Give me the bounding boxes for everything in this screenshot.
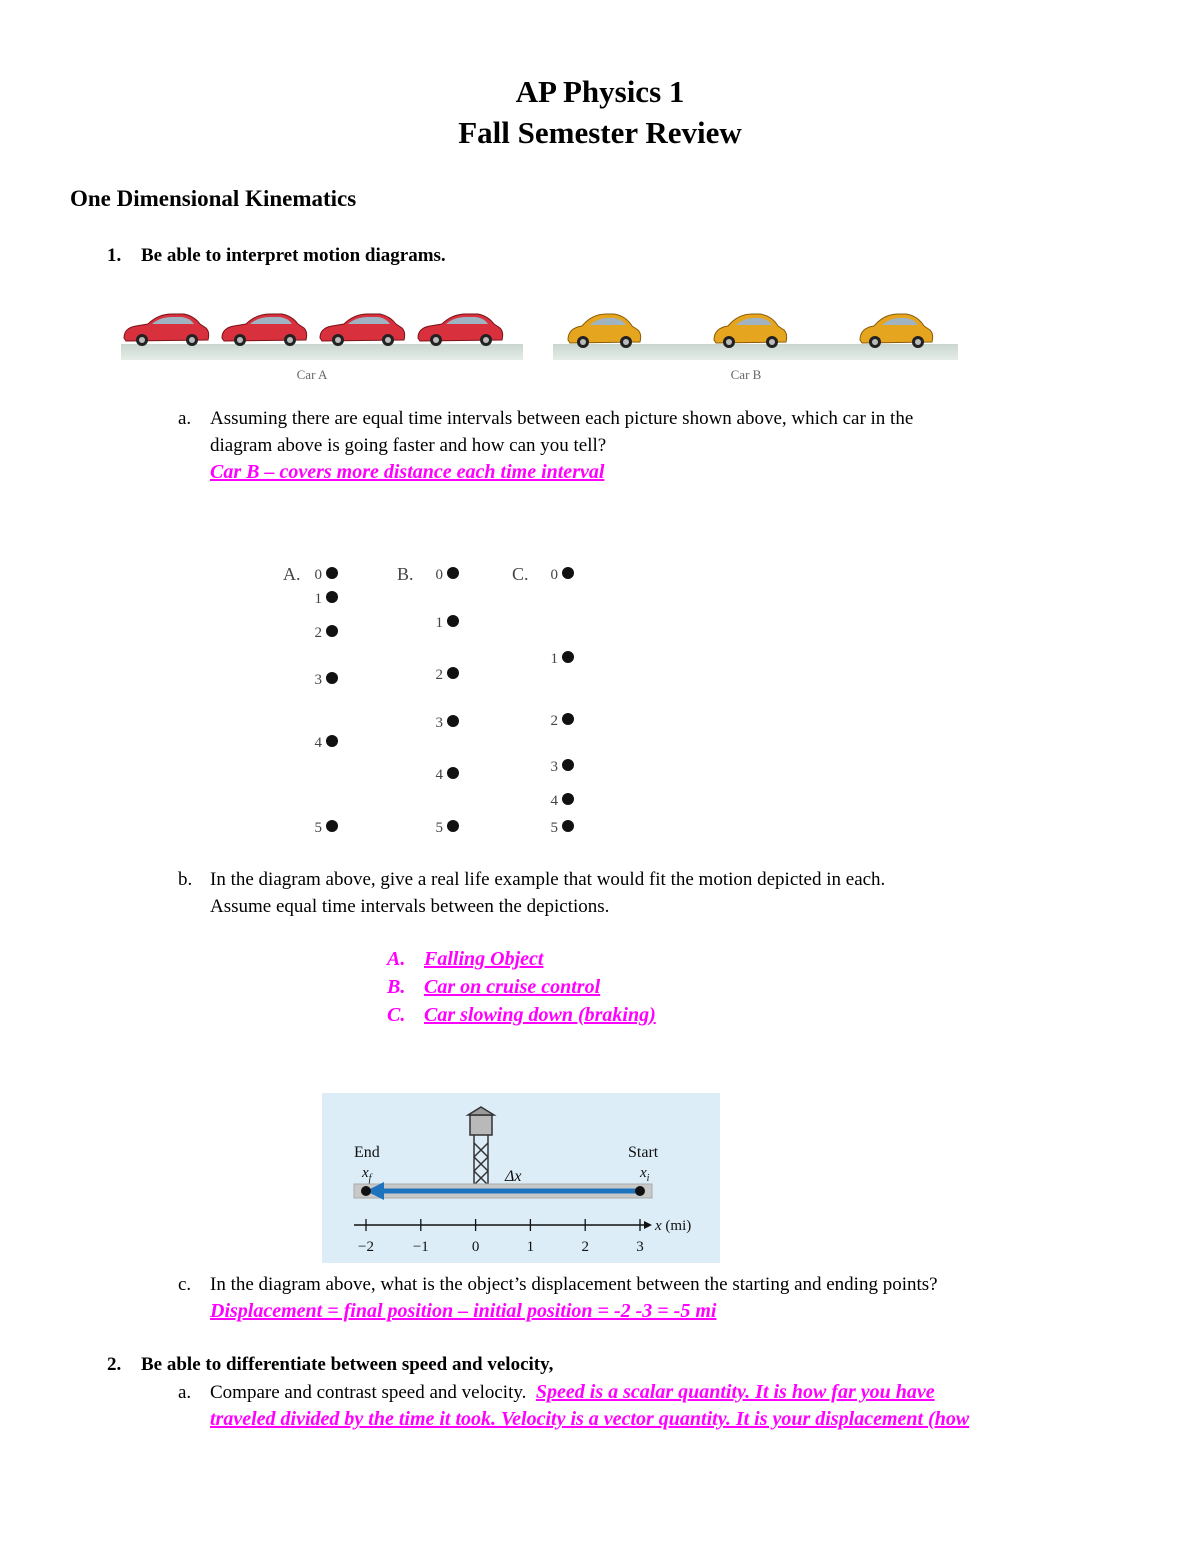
position-dot (326, 591, 338, 603)
cars-motion-diagram (118, 300, 963, 390)
delta-x-label: Δx (505, 1168, 522, 1185)
position-dot (447, 615, 459, 627)
q1b-line1: In the diagram above, give a real life example that would fit the motion depicted in each. (210, 869, 886, 890)
position-dot (326, 625, 338, 637)
question-text: Be able to interpret motion diagrams. (141, 245, 446, 266)
q1a (178, 405, 913, 486)
q2a (178, 1379, 969, 1433)
page-title: AP Physics 1 (515, 74, 685, 109)
section-heading: One Dimensional Kinematics (70, 186, 357, 211)
axis-tick-label: 2 (581, 1239, 589, 1255)
q1a-answer: Car B – covers more distance each time interval (210, 461, 605, 483)
dot-label: 1 (435, 615, 443, 631)
start-label: Start (628, 1144, 659, 1161)
position-dot (562, 793, 574, 805)
sub-letter: a. (178, 1382, 192, 1403)
position-dot (447, 715, 459, 727)
answer-item-b: B. Car on cruise control (387, 976, 601, 998)
dot-label: 2 (550, 713, 558, 729)
dot-label: 3 (550, 759, 558, 775)
q1c (178, 1271, 938, 1325)
position-dot (447, 567, 459, 579)
dot-label: 3 (314, 672, 322, 688)
position-dot (326, 567, 338, 579)
end-label: End (354, 1144, 380, 1161)
car-a-label: Car A (296, 367, 328, 382)
dot-label: 0 (314, 567, 322, 583)
sub-letter: c. (178, 1274, 192, 1295)
road-b (553, 344, 958, 360)
position-dot (326, 672, 338, 684)
position-dot (326, 735, 338, 747)
dot-motion-diagrams (275, 555, 595, 845)
dot-label: 3 (435, 715, 443, 731)
column-a-label: A. (283, 564, 301, 584)
dot-label: 4 (314, 735, 322, 751)
dot-label: 5 (435, 820, 443, 836)
dot-label: 5 (550, 820, 558, 836)
car-b-1 (568, 314, 641, 348)
position-dot (447, 767, 459, 779)
q1a-line2: diagram above is going faster and how can you tell? (210, 435, 607, 456)
position-dot (562, 820, 574, 832)
axis-label: x (mi) (655, 1218, 692, 1234)
question-2 (107, 1354, 553, 1376)
dot-label: 5 (314, 820, 322, 836)
q1b (178, 866, 885, 920)
start-point (635, 1186, 645, 1196)
question-1 (107, 245, 446, 267)
q1c-text: In the diagram above, what is the object’s displacement between the starting and ending points? (210, 1274, 938, 1295)
sub-letter: b. (178, 869, 193, 890)
dot-label: 4 (550, 793, 558, 809)
road-a (121, 344, 523, 360)
axis-tick-label: −2 (358, 1239, 374, 1255)
page-subtitle: Fall Semester Review (458, 115, 742, 150)
question-number: 1. (107, 245, 122, 266)
dot-label: 1 (314, 591, 322, 607)
q1b-line2: Assume equal time intervals between the depictions. (210, 896, 610, 917)
car-b-3 (860, 314, 933, 348)
axis-tick-label: −1 (412, 1239, 429, 1255)
car-b-label: Car B (730, 367, 762, 382)
position-dot (562, 713, 574, 725)
axis-tick-label: 0 (471, 1239, 480, 1255)
position-dot (326, 820, 338, 832)
column-c-label: C. (512, 564, 529, 584)
dot-label: 2 (435, 667, 443, 683)
axis-tick-label: 3 (636, 1239, 644, 1255)
position-dot (562, 651, 574, 663)
car-a-1 (124, 314, 209, 346)
answer-item-a: A. Falling Object (387, 948, 544, 970)
dot-label: 2 (314, 625, 322, 641)
q2a-text: Compare and contrast speed and velocity. (210, 1382, 527, 1403)
dot-label: 0 (435, 567, 443, 583)
car-a-2 (222, 314, 307, 346)
position-dot (447, 820, 459, 832)
answer-item-c: C. Car slowing down (braking) (387, 1004, 656, 1026)
dot-label: 0 (550, 567, 558, 583)
car-a-4 (418, 314, 503, 346)
xf-label: $x_f$ (362, 1165, 372, 1184)
position-dot (562, 759, 574, 771)
car-a-3 (320, 314, 405, 346)
car-b-2 (714, 314, 787, 348)
q2a-answer-line2: traveled divided by the time it took. Velocity is a vector quantity. It is your displacement (how (210, 1408, 970, 1430)
sub-letter: a. (178, 408, 192, 429)
dot-label: 4 (435, 767, 443, 783)
q2a-answer-line1: Speed is a scalar quantity. It is how far you have (535, 1381, 935, 1403)
axis-tick-label: 1 (526, 1239, 535, 1255)
q1a-line1: Assuming there are equal time intervals between each picture shown above, which car in the (210, 408, 914, 429)
q1c-answer: Displacement = final position – initial position = -2 -3 = -5 mi (210, 1300, 717, 1322)
displacement-diagram (322, 1093, 720, 1263)
dot-label: 1 (550, 651, 558, 667)
column-b-label: B. (397, 564, 414, 584)
q1b-answers (387, 946, 656, 1030)
question-number: 2. (107, 1354, 122, 1375)
xi-label: $x_i$ (640, 1165, 650, 1184)
end-point (361, 1186, 371, 1196)
position-dot (562, 567, 574, 579)
position-dot (447, 667, 459, 679)
question-text: Be able to differentiate between speed and velocity, (141, 1354, 554, 1375)
